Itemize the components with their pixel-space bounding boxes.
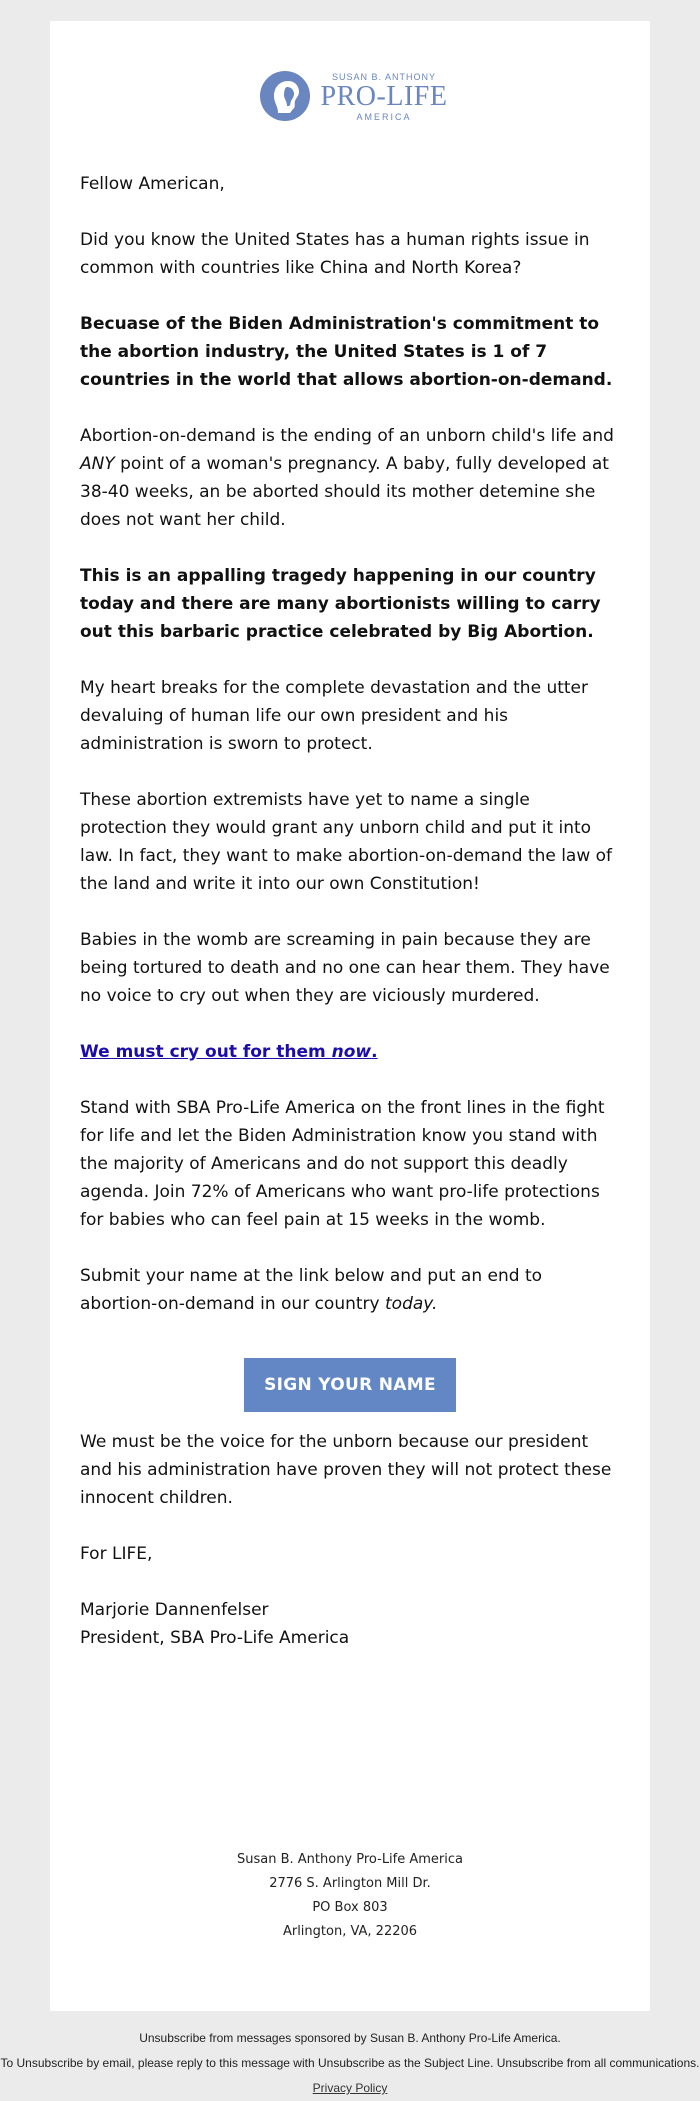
paragraph-8: Stand with SBA Pro-Life America on the front lines in the fight for life and let the Biden Administration know you stand with the majority of Americans and do not support this deadly agenda. Join 72% of Americans who want pro-life protections for babies who can feel pain at 15 weeks in the womb. <box>80 1098 605 1230</box>
cta-link-emphasis: now <box>331 1042 372 1062</box>
paragraph-1: Did you know the United States has a human rights issue in common with countries like China and North Korea? <box>80 230 590 278</box>
letter-body <box>80 170 620 1652</box>
privacy-policy-link[interactable]: Privacy Policy <box>312 2081 388 2095</box>
woman-profile-icon <box>260 71 310 121</box>
paragraph-10: We must be the voice for the unborn because our president and his administration have proven they will not protect these innocent children. <box>80 1432 612 1508</box>
unsubscribe-sponsor-text[interactable]: Unsubscribe from messages sponsored by Susan B. Anthony Pro-Life America. <box>139 2031 561 2045</box>
mailing-address <box>50 1848 650 1944</box>
paragraph-4: This is an appalling tragedy happening in our country today and there are many abortionists willing to carry out this barbaric practice celebrated by Big Abortion. <box>80 566 601 642</box>
closing: For LIFE, <box>80 1544 153 1564</box>
address-line-3: PO Box 803 <box>312 1900 388 1915</box>
paragraph-9-emphasis: today. <box>385 1294 438 1314</box>
greeting: Fellow American, <box>80 174 225 194</box>
email-card <box>50 21 650 2011</box>
cta-link-a: We must cry out for them <box>80 1042 332 1062</box>
sba-logo[interactable] <box>260 71 450 141</box>
paragraph-5: My heart breaks for the complete devastation and the utter devaluing of human life our own president and his administration is sworn to protect. <box>80 678 588 754</box>
paragraph-7: Babies in the womb are screaming in pain because they are being tortured to death and no one can hear them. They have no voice to cry out when they are viciously murdered. <box>80 930 610 1006</box>
logo-main-text: PRO-LIFE <box>320 81 448 112</box>
paragraph-2: Becuase of the Biden Administration's commitment to the abortion industry, the United States is 1 of 7 countries in the world that allows abortion-on-demand. <box>80 314 613 390</box>
paragraph-3-a: Abortion-on-demand is the ending of an unborn child's life and <box>80 426 614 446</box>
paragraph-3-c: point of a woman's pregnancy. A baby, fully developed at 38-40 weeks, an be aborted should its mother detemine she does not want her child. <box>80 454 609 530</box>
paragraph-3 <box>80 422 620 534</box>
cta-link-c: . <box>371 1042 378 1062</box>
address-line-2: 2776 S. Arlington Mill Dr. <box>269 1876 431 1891</box>
address-line-4: Arlington, VA, 22206 <box>282 1924 418 1939</box>
paragraph-9 <box>80 1262 620 1318</box>
address-line-1: Susan B. Anthony Pro-Life America <box>236 1852 463 1867</box>
paragraph-6: These abortion extremists have yet to name a single protection they would grant any unborn child and put it into law. In fact, they want to make abortion-on-demand the law of the land and write it into our own Constitution! <box>80 790 613 894</box>
cry-out-link[interactable] <box>80 1042 378 1062</box>
paragraph-9-a: Submit your name at the link below and put an end to abortion-on-demand in our country <box>80 1266 543 1314</box>
signer-title: President, SBA Pro-Life America <box>80 1628 350 1648</box>
cta-paragraph <box>80 1038 620 1066</box>
button-wrapper <box>80 1358 620 1412</box>
email-footer <box>0 2026 700 2101</box>
sign-your-name-button[interactable]: SIGN YOUR NAME <box>244 1358 456 1412</box>
unsubscribe-email-text[interactable]: To Unsubscribe by email, please reply to this message with Unsubscribe as the Subject Line. Unsubscribe from all communications. <box>0 2056 700 2070</box>
signature-block <box>80 1596 620 1652</box>
paragraph-3-emphasis: ANY <box>80 454 115 474</box>
logo-top-text: SUSAN B. ANTHONY <box>331 72 437 82</box>
logo-bottom-text: AMERICA <box>356 112 412 122</box>
signer-name: Marjorie Dannenfelser <box>80 1600 269 1620</box>
